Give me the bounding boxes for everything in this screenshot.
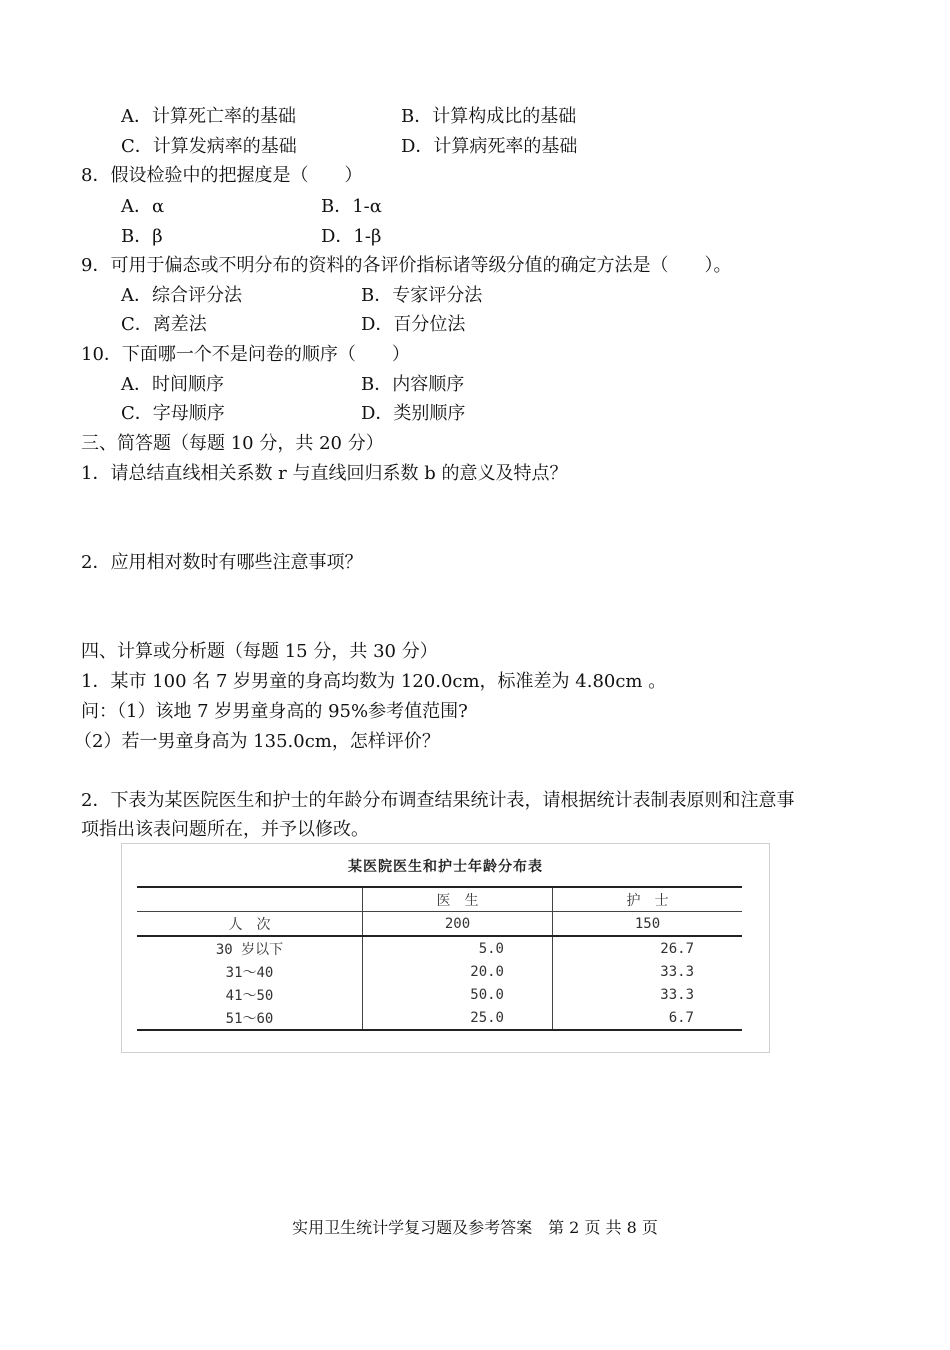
section4-question-2-line1: 2．下表为某医院医生和护士的年龄分布调查结果统计表，请根据统计表制表原则和注意事 bbox=[81, 790, 795, 811]
table-row bbox=[137, 936, 742, 960]
q10-option-c: C．字母顺序 bbox=[121, 403, 225, 424]
q8-option-a: A．α bbox=[121, 196, 165, 217]
table-row-nurse: 26.7 bbox=[552, 936, 742, 960]
section4-question-1-line2: 问：（1）该地 7 岁男童身高的 95%参考值范围? bbox=[81, 701, 468, 722]
q10-stem: 10．下面哪一个不是问卷的顺序（ ） bbox=[81, 344, 410, 365]
table-row-nurse: 33.3 bbox=[552, 960, 742, 983]
table-row bbox=[137, 983, 742, 1006]
table-row bbox=[137, 960, 742, 983]
table-row-label: 51～60 bbox=[137, 1006, 363, 1030]
table-row-nurse: 33.3 bbox=[552, 983, 742, 1006]
q10-option-a: A．时间顺序 bbox=[121, 374, 224, 395]
q10-option-b: B．内容顺序 bbox=[361, 374, 465, 395]
table-row bbox=[137, 1006, 742, 1030]
table-count-doctor: 200 bbox=[363, 912, 553, 937]
table-row-label: 30 岁以下 bbox=[215, 941, 284, 958]
table-header-row bbox=[137, 887, 742, 912]
section4-title: 四、计算或分析题（每题 15 分，共 30 分） bbox=[81, 641, 438, 662]
section4-question-2-line2: 项指出该表问题所在，并予以修改。 bbox=[81, 819, 369, 840]
table-header-nurse: 护 士 bbox=[552, 887, 742, 912]
age-distribution-table bbox=[137, 886, 742, 1031]
q7-option-c: C．计算发病率的基础 bbox=[121, 136, 297, 157]
section3-question-2: 2．应用相对数时有哪些注意事项？ bbox=[81, 552, 363, 573]
table-header-doctor: 医 生 bbox=[363, 887, 553, 912]
q10-option-d: D．类别顺序 bbox=[361, 403, 466, 424]
section4-question-1-line1: 1．某市 100 名 7 岁男童的身高均数为 120.0cm，标准差为 4.80cm 。 bbox=[81, 671, 667, 692]
page-footer: 实用卫生统计学复习题及参考答案 第 2 页 共 8 页 bbox=[292, 1218, 658, 1237]
age-distribution-table-figure bbox=[121, 843, 770, 1053]
table-row-doctor: 20.0 bbox=[363, 960, 553, 983]
q9-option-d: D．百分位法 bbox=[361, 314, 466, 335]
table-count-nurse: 150 bbox=[552, 912, 742, 937]
table-row-label: 31～40 bbox=[225, 964, 274, 981]
q8-option-c: B．β bbox=[121, 226, 163, 247]
table-row-nurse: 6.7 bbox=[552, 1006, 742, 1030]
q8-option-d: D．1-β bbox=[321, 226, 382, 247]
section3-title: 三、简答题（每题 10 分，共 20 分） bbox=[81, 433, 384, 454]
section4-question-1-line3: （2）若一男童身高为 135.0cm，怎样评价？ bbox=[74, 731, 440, 752]
table-header-blank bbox=[137, 887, 363, 912]
section3-question-1: 1．请总结直线相关系数 r 与直线回归系数 b 的意义及特点？ bbox=[81, 463, 568, 484]
q9-option-b: B．专家评分法 bbox=[361, 285, 483, 306]
table-count-row bbox=[137, 912, 742, 937]
table-row-label: 41～50 bbox=[225, 987, 274, 1004]
table-count-label: 人 次 bbox=[137, 912, 363, 937]
q8-stem: 8．假设检验中的把握度是（ ） bbox=[81, 165, 363, 186]
q9-option-a: A．综合评分法 bbox=[121, 285, 242, 306]
table-row-doctor: 5.0 bbox=[363, 936, 553, 960]
q7-option-a: A．计算死亡率的基础 bbox=[121, 106, 296, 127]
table-row-doctor: 25.0 bbox=[363, 1006, 553, 1030]
table-row-doctor: 50.0 bbox=[363, 983, 553, 1006]
q9-stem: 9．可用于偏态或不明分布的资料的各评价指标诸等级分值的确定方法是（ ）。 bbox=[81, 255, 732, 276]
q7-option-d: D．计算病死率的基础 bbox=[401, 136, 578, 157]
q8-option-b: B．1-α bbox=[321, 196, 382, 217]
q7-option-b: B．计算构成比的基础 bbox=[401, 106, 577, 127]
table-title: 某医院医生和护士年龄分布表 bbox=[348, 859, 543, 875]
q9-option-c: C．离差法 bbox=[121, 314, 207, 335]
